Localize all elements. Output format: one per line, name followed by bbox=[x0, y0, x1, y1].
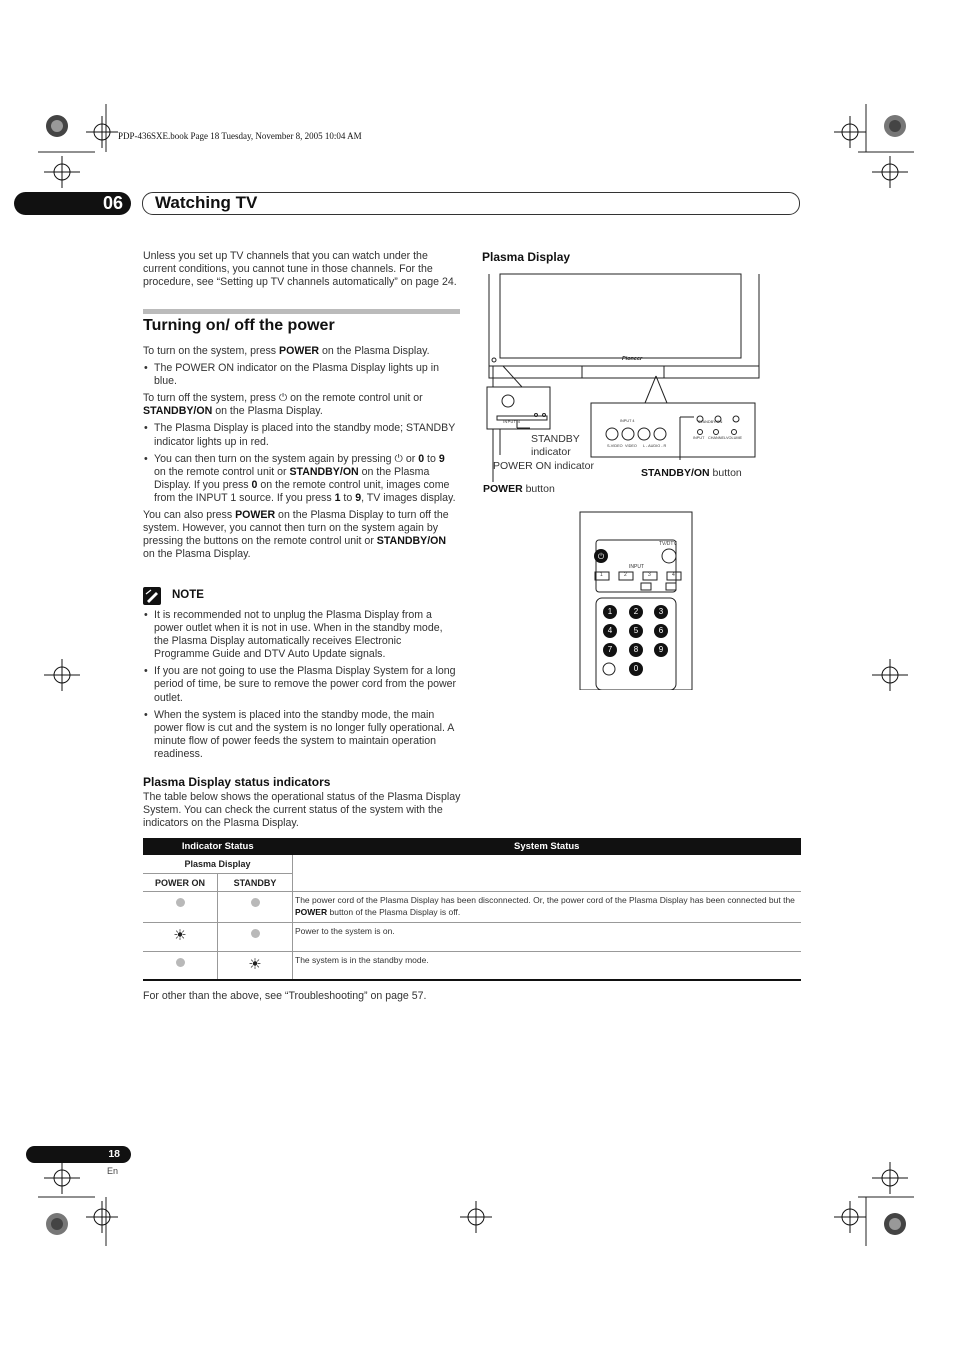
panel-input-label: INPUT 4 bbox=[620, 419, 635, 423]
note-icon bbox=[143, 587, 161, 605]
digit-9: 9 bbox=[654, 643, 668, 657]
chapter-title: Watching TV bbox=[155, 193, 258, 212]
note-item: • It is recommended not to unplug the Plasma Display from a power outlet when it is not in use. When in the standby mode, the Plasma Display automatically receives Electronic Programme Guide and DTV Auto Update signals. bbox=[143, 609, 459, 661]
bullet-2: • The Plasma Display is placed into the standby mode; STANDBY indicator lights up in red. bbox=[143, 422, 459, 448]
note-title: NOTE bbox=[172, 589, 204, 601]
sub-header-plasma-display: Plasma Display bbox=[143, 855, 293, 873]
panel-channel-label: CHANNEL bbox=[708, 436, 727, 440]
svg-text:⏻: ⏻ bbox=[597, 552, 605, 561]
status-table bbox=[143, 838, 801, 981]
digit-3: 3 bbox=[654, 605, 668, 619]
status-section-text: The table below shows the operational status of the Plasma Display System. You can check the current status of the system with the indicators on the Plasma Display. bbox=[143, 791, 461, 830]
bullet-3: • You can then turn on the system again by pressing ⏻ or 0 to 9 on the remote control unit or STANDBY/ON on the Plasma Display. If you press 0 on the remote control unit, images come from the INPUT 1 source. If you press 1 to 9, TV images display. bbox=[143, 453, 459, 505]
digit-2: 2 bbox=[629, 605, 643, 619]
remote-input-3: 3 bbox=[648, 572, 651, 578]
remote-input-2: 2 bbox=[624, 572, 627, 578]
panel-standby-label: STANDBY/ON bbox=[698, 420, 723, 424]
label-standby-on-button: STANDBY/ON button bbox=[641, 467, 742, 479]
page-language: En bbox=[107, 1166, 119, 1176]
p3: You can also press POWER on the Plasma Display to turn off the system. However, you cannot then turn on the system again by pressing the buttons on the remote control unit or STANDBY/ON on the Plasma Display. bbox=[143, 509, 449, 561]
note-item: • When the system is placed into the standby mode, the main power flow is cut and the system is no longer fully operational. A minute flow of power feeds the system to maintain operation readiness. bbox=[143, 709, 459, 761]
digit-6: 6 bbox=[654, 624, 668, 638]
power-instructions bbox=[143, 345, 459, 561]
digit-1: 1 bbox=[603, 605, 617, 619]
panel-volume-label: VOLUME bbox=[726, 436, 743, 440]
indicator-off-icon bbox=[251, 898, 260, 907]
digit-5: 5 bbox=[629, 624, 643, 638]
indicator-off-icon bbox=[176, 958, 185, 967]
figure-title: Plasma Display bbox=[482, 250, 571, 264]
power-symbol-icon: ⏻ bbox=[278, 392, 288, 405]
remote-input-label: INPUT bbox=[629, 564, 644, 570]
print-header: PDP-436SXE.book Page 18 Tuesday, November 8, 2005 10:04 AM bbox=[118, 131, 362, 141]
footer-note: For other than the above, see “Troubleshooting” on page 57. bbox=[143, 990, 427, 1002]
power-symbol-icon: ⏻ bbox=[394, 452, 403, 465]
indicator-off-icon bbox=[251, 929, 260, 938]
note-item: • If you are not going to use the Plasma Display System for a long period of time, be sure to remove the power cord from the power outlet. bbox=[143, 665, 459, 704]
status-section-title: Plasma Display status indicators bbox=[143, 775, 331, 789]
header-indicator-status: Indicator Status bbox=[181, 841, 254, 852]
panel-svideo-label: S-VIDEO bbox=[607, 444, 623, 448]
page-number: 18 bbox=[108, 1148, 120, 1160]
remote-number-pad bbox=[603, 605, 669, 679]
digit-7: 7 bbox=[603, 643, 617, 657]
page-number-badge bbox=[26, 1146, 131, 1163]
remote-input-buttons bbox=[597, 572, 682, 581]
panel-audio-label: L - AUDIO - R bbox=[643, 444, 667, 448]
chapter-number-badge bbox=[14, 192, 131, 215]
label-power-button: POWER button bbox=[483, 483, 555, 495]
panel-video-label: VIDEO bbox=[625, 444, 637, 448]
intro-paragraph: Unless you set up TV channels that you can watch under the current conditions, you cannot tune in those channels. For the procedure, see “Setting up TV channels automatically” on page 24. bbox=[143, 250, 457, 289]
bullet-1: • The POWER ON indicator on the Plasma Display lights up in blue. bbox=[143, 362, 459, 388]
section-rule bbox=[143, 309, 460, 314]
p1: To turn on the system, press POWER on the Plasma Display. bbox=[143, 345, 430, 357]
table-row: The power cord of the Plasma Display has been disconnected. Or, the power cord of the Plasma Display has been connected but the POWER button of the Plasma Display is off. bbox=[143, 891, 801, 922]
digit-4: 4 bbox=[603, 624, 617, 638]
indicator-lit-icon: ☀ bbox=[143, 922, 218, 951]
indicator-off-icon bbox=[176, 898, 185, 907]
panel-small-label: INPUT 4 bbox=[503, 420, 521, 424]
label-standby-indicator: STANDBY indicator bbox=[531, 433, 580, 458]
note-list bbox=[143, 609, 459, 761]
table-row: ☀ The system is in the standby mode. bbox=[143, 951, 801, 980]
col-power-on: POWER ON bbox=[143, 873, 218, 891]
header-system-status: System Status bbox=[514, 841, 580, 852]
label-power-on-indicator: POWER ON indicator bbox=[493, 460, 594, 472]
section-title: Turning on/ off the power bbox=[143, 317, 335, 334]
p2: To turn off the system, press ⏻ on the remote control unit or STANDBY/ON on the Plasma Display. bbox=[143, 392, 423, 418]
indicator-lit-icon: ☀ bbox=[218, 951, 293, 980]
brand-logo: Pioneer bbox=[622, 356, 643, 362]
col-standby: STANDBY bbox=[218, 873, 293, 891]
remote-input-4: 4 bbox=[672, 572, 675, 578]
chapter-number: 06 bbox=[102, 193, 123, 213]
table-row: ☀ Power to the system is on. bbox=[143, 922, 801, 951]
digit-0: 0 bbox=[629, 662, 643, 676]
digit-8: 8 bbox=[629, 643, 643, 657]
panel-input-btn-label: INPUT bbox=[693, 436, 705, 440]
chapter-title-bar bbox=[142, 192, 800, 215]
remote-input-1: 1 bbox=[600, 572, 603, 578]
remote-tv-dtv-label: TV/DTV bbox=[659, 541, 677, 547]
